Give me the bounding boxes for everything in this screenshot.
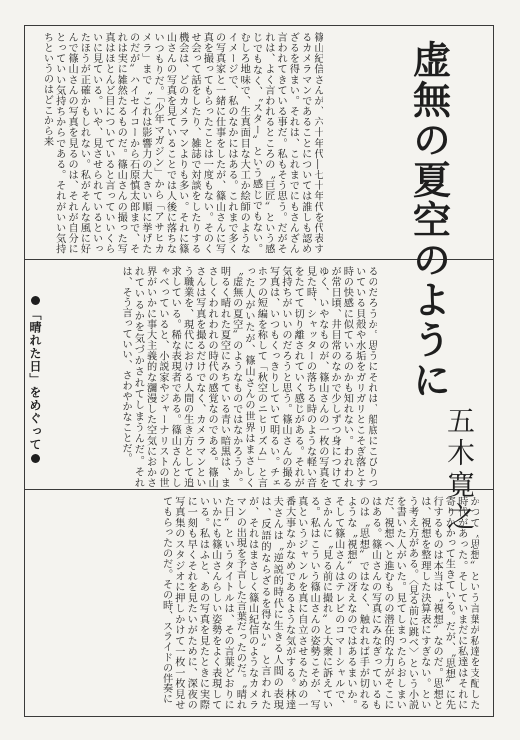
tier-divider-2 xyxy=(25,489,493,490)
bullet-dot-top xyxy=(31,296,40,305)
bullet-dot-bottom xyxy=(31,454,40,463)
article-title: 虚無の夏空のように xyxy=(406,40,452,400)
body-column-tier1: 篠山紀信さんが、六十年代―七十年代を代表するカメラマンであることについては誰しも認めざるを得まい。それは、これまでにもさんざん言われてきている事だ。私もそう思う。だがそれは、よく言われるところの〝巨匠〟という感じでもなく、〝スター〟という感じでもない。むしろ地味で、生真面目な大工か絵師のようなイメージで、私のなかにはある。これまで多くの写真家と一緒に仕事をしたが、篠山さんに写真を撮ってもらったことは一度もない。そのくせ会って話をしたり、雑誌で対談をしたりする機会は、どのカメラマンよりも多い。それに篠山さんの写真を見ていることでは人後に落ちないつもりだ。「少年マガジン」から「アサヒカメラ」まで〝これは影響力の大きい順に挙げたのだが〟ハイセイコーから石原慎太郎まで、それは実に雑然たるものだ。篠山さんの撮った写真はほとんど目についていると言っていいくらいに見ている。いや、見させられているといったほうが正確かもしれない。私がそんな風に好んで篠山さんの写真を見るのは、それが自分にとっていい気持ちからである。それがいい気持ちというのはどこから来 xyxy=(41,32,323,254)
side-caption: 「晴れた日」をめぐって xyxy=(28,308,42,451)
author-name: 五木寛之 xyxy=(443,406,476,534)
body-column-tier2: るのだろうか。思うにそれは、船底にこびりついている貝殻や水垢をガリガリとこそぎ落とす時の快感に似ているのかも知れない。われわれが常日頃、井目常のなかで少しずつ身につけてゆく、いやなものが、篠山さんの一枚の写真を見た時、シャッターの落ちる時のような軽い音をたてて切り離されていく感じがある。それが気持ちがいいのだろうと思う。篠山さんの撮る写真は、いつもくっきりしていて明るい。チェホフの短編を称して「秋空のニヒリズム」と言った人がいたが、篠山さんの世界はまさしく〝虚無の夏空〟のようなものではなかろうか。明るく晴れた夏空にみちている青い暗黒は、まさしくわれわれの時代の感覚なのである。篠山さんは写真を撮るだけでなく、カメラマンという職業を、現代における人間の生き方として追求している。稀な表現者である。篠山さんとしゃべっていると、小説家やジャーナリストの世界がいかに事大主義的な瀰漫した空気におかされているかを気づかされてしまうんだ。それは、そう言っていい、さわやかなことだ。 xyxy=(120,266,377,488)
body-column-tier3: かつて〝思想〟という言葉が私達を支配した時代があった。そしていまだに私達はそれに寄りかかって生きている。だが、〝思想〟に先行するものは本当は〝視想〟なのだ。思想とは、視想を整理した決算表にすぎない。という考え方がある。〈見る前に跳べ〉という小説を書いた人がいた。見てしまったらおしまいだ、視想へと進むものの潜在的な力がそこにはある。篠山さんの写真にみなぎっているものは〝思想〟ではなく、触れれば手が切れるような〝視想〟の冴えなのではあるまいか。そして篠山さんはテレビのコマーシャルで、さかんに〝見る前に撮れ〟と大衆に訴えている。私はこういう篠山さんの姿勢こそが、写真というジャンルを真に自立させるための一番大事なかなめであるような気がする。林達夫さんは〝逆説的時代に生きる人間の表現は、反語的ならざるを得ない〟と言われたが、それはまさしく篠山紀信のようなカメラマンの出現を予言した言葉だったのだ。〝晴れた日〟というタイトルは、その言葉どおりにいかにも篠山さんらしい姿勢をよく表現している。私はふと、あの写真を見たときに実際に一刻も早くそれを見たいがために、深夜の写真集のスタジオに押しかけて一枚一枚見せてもらったのだ。その時、スライドの伴奏に xyxy=(160,496,479,710)
article-frame xyxy=(24,25,494,717)
side-caption-band xyxy=(27,296,43,476)
